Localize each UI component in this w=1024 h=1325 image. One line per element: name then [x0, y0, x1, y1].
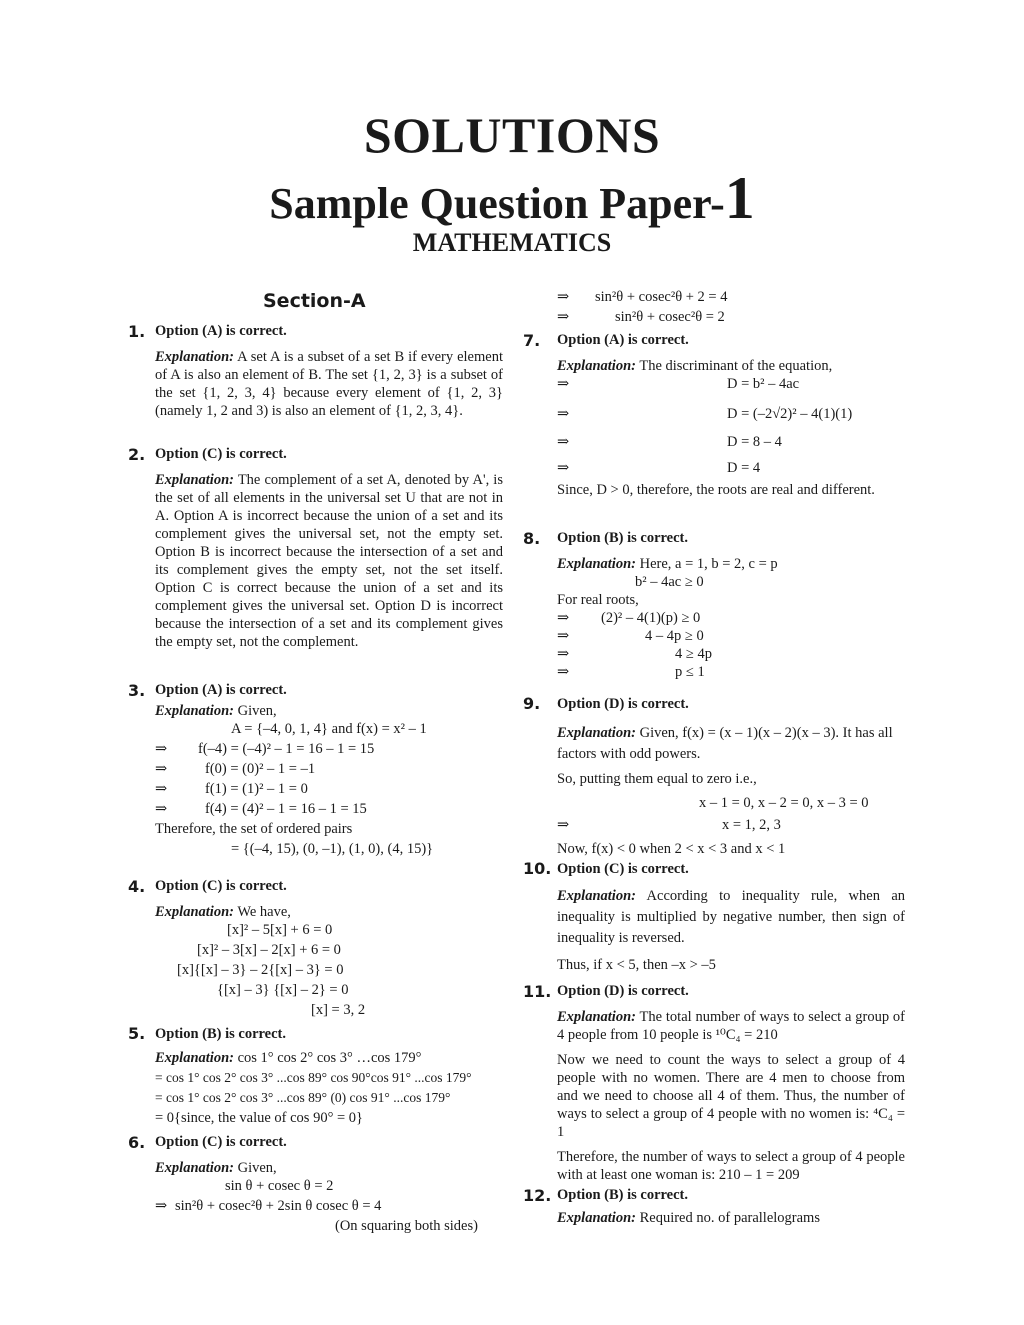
- implies-arrow: ⇒: [557, 817, 570, 833]
- question-9: [523, 694, 905, 861]
- answer-option: Option (A) is correct.: [557, 332, 689, 348]
- question-11: [523, 982, 905, 1184]
- math-line: sin²θ + cosec²θ + 2 = 4: [595, 289, 728, 305]
- question-1: [128, 322, 503, 420]
- implies-arrow: ⇒: [557, 289, 570, 305]
- explanation-text: A set A is a subset of a set B if every element of A is also an element of B. The set {1, 2, 3} is a subset of the set {1, 2, 3, 4} because every element of {1, 2, 3} (namely 1, 2 and 3) is also an element of {1, 2, 3, 4}.: [155, 349, 503, 419]
- explanation-text: (On squaring both sides): [335, 1218, 478, 1234]
- implies-arrow: ⇒: [557, 664, 570, 680]
- subject-heading: MATHEMATICS: [412, 228, 612, 257]
- math-line: f(4) = (4)² – 1 = 16 – 1 = 15: [205, 801, 367, 817]
- answer-option: Option (B) is correct.: [557, 1187, 689, 1203]
- explanation-text: For real roots,: [557, 592, 639, 608]
- explanation-text: Given,: [237, 1160, 277, 1176]
- paper-subtitle: Sample Question Paper-1: [269, 165, 755, 231]
- answer-option: Option (C) is correct.: [557, 861, 689, 877]
- implies-arrow: ⇒: [557, 646, 570, 662]
- explanation-text: The complement of a set A, denoted by A', is the set of all elements in the universal set U that are not in A. Option A is incorrect because the union of a set and its complement gives the universal set, not the empty set. Option B is incorrect because the intersection of a set and its complement gives the empty set, not the set itself. Option C is correct because the union of a set and its complement gives the universal set. Option D is incorrect because the intersection of a set and its complement gives the empty set, not the complement.: [155, 472, 503, 650]
- implies-arrow: ⇒: [557, 309, 570, 325]
- page-title: SOLUTIONS: [363, 107, 661, 163]
- explanation-label: Explanation:: [557, 888, 636, 904]
- math-line: sin²θ + cosec²θ + 2sin θ cosec θ = 4: [175, 1198, 382, 1214]
- question-number: 10.: [523, 859, 552, 878]
- explanation-text: Given, f(x) = (x – 1)(x – 2)(x – 3). It has all factors with odd powers.: [557, 725, 893, 762]
- question-5: [128, 1024, 503, 1128]
- answer-option: Option (A) is correct.: [155, 323, 287, 339]
- explanation-label: Explanation:: [155, 1160, 234, 1176]
- explanation-text: According to inequality rule, when an inequality is multiplied by negative number, then sign of inequality is reversed.: [557, 888, 906, 946]
- question-2: [128, 445, 503, 651]
- question-number: 3.: [128, 681, 146, 700]
- math-line: [x]² – 3[x] – 2[x] + 6 = 0: [197, 942, 341, 958]
- math-line: = {(–4, 15), (0, –1), (1, 0), (4, 15)}: [231, 841, 434, 857]
- explanation-label: Explanation:: [155, 904, 234, 920]
- answer-option: Option (D) is correct.: [557, 696, 689, 712]
- math-line: sin θ + cosec θ = 2: [225, 1178, 334, 1194]
- explanation-text: Here, a = 1, b = 2, c = p: [639, 556, 778, 572]
- question-number: 2.: [128, 445, 146, 464]
- answer-option: Option (D) is correct.: [557, 983, 689, 999]
- question-3: [128, 681, 503, 860]
- math-line: = cos 1° cos 2° cos 3° ...cos 89° cos 90°cos 91° ...cos 179°: [155, 1070, 472, 1085]
- question-number: 4.: [128, 877, 146, 896]
- question-10: [523, 859, 905, 976]
- explanation-text: The total number of ways to select a group of 4 people from 10 people is ¹⁰C₄ = 210: [557, 1009, 905, 1043]
- answer-option: Option (C) is correct.: [155, 446, 287, 462]
- math-line: [x]² – 5[x] + 6 = 0: [227, 922, 333, 938]
- question-number: 6.: [128, 1133, 146, 1152]
- math-line: f(1) = (1)² – 1 = 0: [205, 781, 308, 797]
- math-line: D = b² – 4ac: [727, 376, 800, 392]
- explanation-text: Required no. of parallelograms: [639, 1210, 820, 1226]
- implies-arrow: ⇒: [557, 434, 570, 450]
- explanation-label: Explanation:: [557, 725, 636, 741]
- explanation-text: We have,: [237, 904, 291, 920]
- implies-arrow: ⇒: [155, 781, 168, 797]
- implies-arrow: ⇒: [155, 741, 168, 757]
- question-6: [128, 1133, 503, 1237]
- math-line: Now, f(x) < 0 when 2 < x < 3 and x < 1: [557, 841, 786, 857]
- explanation-label: Explanation:: [155, 703, 234, 719]
- implies-arrow: ⇒: [557, 460, 570, 476]
- answer-option: Option (B) is correct.: [155, 1026, 287, 1042]
- explanation-text: Therefore, the set of ordered pairs: [155, 821, 353, 837]
- explanation-text: Given,: [237, 703, 277, 719]
- question-number: 12.: [523, 1186, 552, 1205]
- question-8: [523, 529, 905, 681]
- question-7: [523, 331, 905, 499]
- explanation-text: The discriminant of the equation,: [639, 358, 833, 374]
- implies-arrow: ⇒: [557, 628, 570, 644]
- implies-arrow: ⇒: [155, 1198, 168, 1214]
- math-line: [x] = 3, 2: [311, 1002, 366, 1018]
- math-line: p ≤ 1: [675, 664, 705, 680]
- math-line: Thus, if x < 5, then –x > –5: [557, 957, 716, 973]
- math-line: f(–4) = (–4)² – 1 = 16 – 1 = 15: [198, 741, 375, 757]
- math-line: {[x] – 3} {[x] – 2} = 0: [217, 982, 349, 998]
- implies-arrow: ⇒: [155, 761, 168, 777]
- implies-arrow: ⇒: [557, 376, 570, 392]
- explanation-label: Explanation:: [155, 349, 234, 365]
- section-heading: Section-A: [263, 290, 366, 312]
- question-number: 9.: [523, 694, 541, 713]
- explanation-text: Therefore, the number of ways to select a group of 4 people with at least one woman is: 210 – 1 = 209: [557, 1149, 905, 1183]
- math-line: D = (–2√2)² – 4(1)(1): [727, 406, 853, 422]
- question-number: 7.: [523, 331, 541, 350]
- math-line: A = {–4, 0, 1, 4} and f(x) = x² – 1: [231, 721, 427, 737]
- explanation-label: Explanation:: [557, 1210, 636, 1226]
- question-number: 8.: [523, 529, 541, 548]
- explanation-label: Explanation:: [557, 358, 636, 374]
- question-number: 1.: [128, 322, 146, 341]
- math-line: b² – 4ac ≥ 0: [635, 574, 704, 590]
- math-line: x – 1 = 0, x – 2 = 0, x – 3 = 0: [699, 795, 869, 811]
- question-6-continued: [523, 288, 905, 328]
- answer-option: Option (C) is correct.: [155, 878, 287, 894]
- implies-arrow: ⇒: [155, 801, 168, 817]
- question-4: [128, 877, 503, 1021]
- explanation-label: Explanation:: [155, 1050, 234, 1066]
- math-line: D = 4: [727, 460, 761, 476]
- implies-arrow: ⇒: [557, 406, 570, 422]
- explanation-label: Explanation:: [557, 556, 636, 572]
- math-line: sin²θ + cosec²θ = 2: [615, 309, 725, 325]
- question-number: 5.: [128, 1024, 146, 1043]
- question-number: 11.: [523, 982, 552, 1001]
- question-12: [523, 1186, 905, 1227]
- math-line: 4 – 4p ≥ 0: [645, 628, 704, 644]
- explanation-label: Explanation:: [155, 472, 234, 488]
- answer-option: Option (C) is correct.: [155, 1134, 287, 1150]
- math-line: x = 1, 2, 3: [722, 817, 781, 833]
- math-line: f(0) = (0)² – 1 = –1: [205, 761, 316, 777]
- implies-arrow: ⇒: [557, 610, 570, 626]
- explanation-text: Now we need to count the ways to select a group of 4 people with no women. There are 4 men to choose from and we need to choose all 4 of them. Thus, the number of ways to select a group of 4 people with no women is: ⁴C₄ = 1: [557, 1052, 905, 1140]
- math-line: = cos 1° cos 2° cos 3° ...cos 89° (0) cos 91° ...cos 179°: [155, 1090, 451, 1105]
- math-line: 4 ≥ 4p: [675, 646, 712, 662]
- math-line: = 0{since, the value of cos 90° = 0}: [155, 1110, 364, 1126]
- explanation-label: Explanation:: [557, 1009, 636, 1025]
- explanation-text: So, putting them equal to zero i.e.,: [557, 771, 757, 787]
- answer-option: Option (B) is correct.: [557, 530, 689, 546]
- math-line: (2)² – 4(1)(p) ≥ 0: [601, 610, 701, 626]
- explanation-text: Since, D > 0, therefore, the roots are real and different.: [557, 482, 875, 498]
- math-line: D = 8 – 4: [727, 434, 782, 450]
- math-line: [x]{[x] – 3} – 2{[x] – 3} = 0: [177, 962, 344, 978]
- math-line: cos 1° cos 2° cos 3° …cos 179°: [237, 1050, 422, 1066]
- answer-option: Option (A) is correct.: [155, 682, 287, 698]
